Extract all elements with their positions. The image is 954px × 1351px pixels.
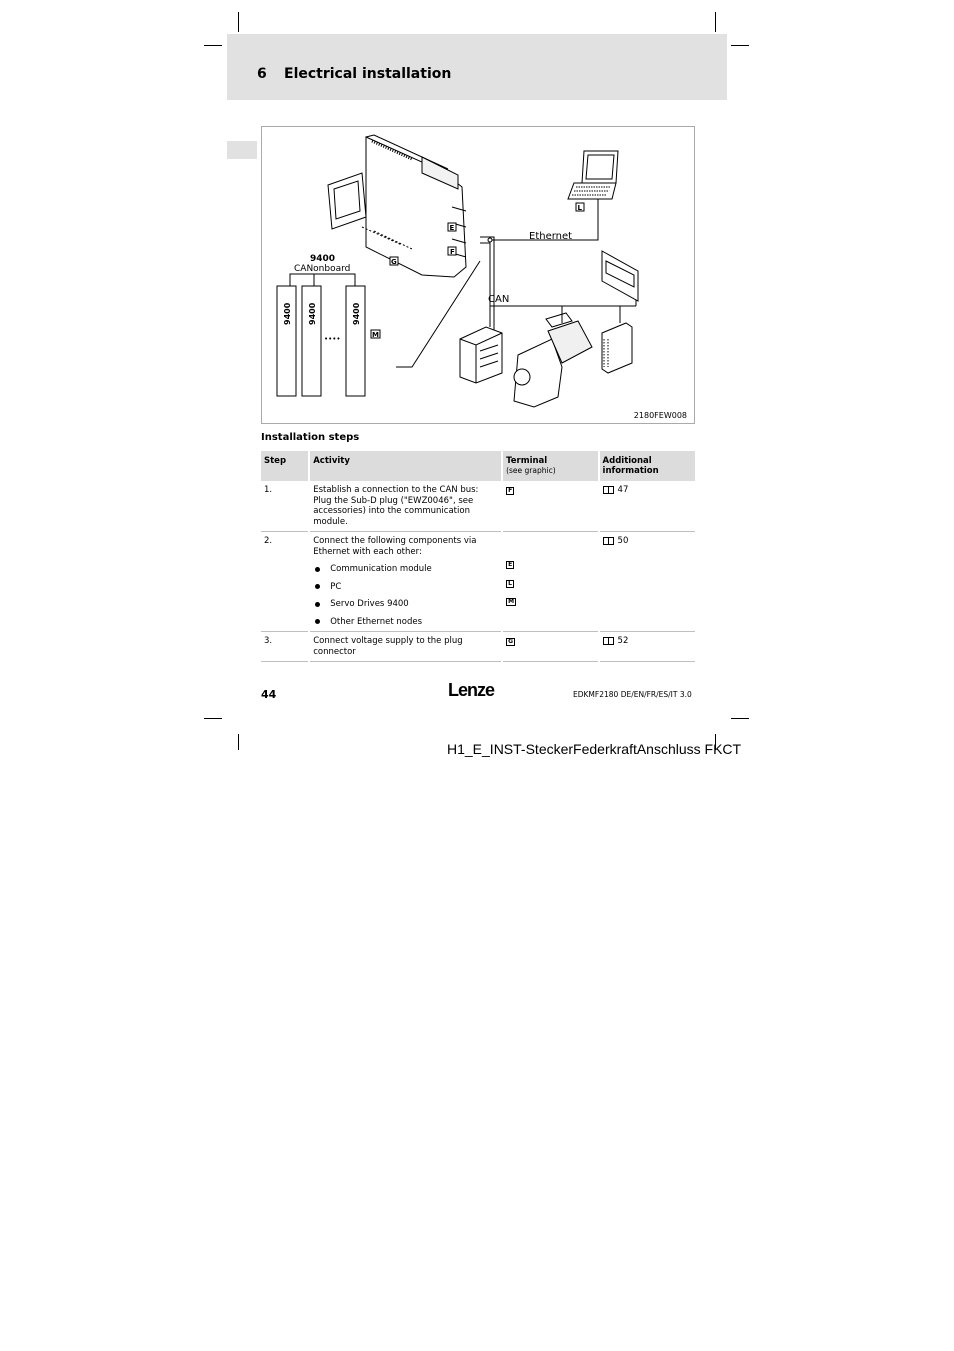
- canonboard-label: CANonboard: [294, 264, 351, 274]
- section-title: Installation steps: [261, 432, 360, 443]
- chapter-header: [227, 34, 727, 100]
- terminal-e-marker: E: [449, 224, 455, 232]
- bullet-icon: [315, 584, 320, 589]
- step-terminal: [502, 532, 598, 632]
- header-step: Step: [261, 451, 309, 481]
- list-item-label: Servo Drives 9400: [330, 599, 409, 609]
- language-tab-marker: [227, 141, 257, 159]
- communication-module-drawing: [328, 135, 466, 277]
- chapter-number: 6: [257, 66, 267, 82]
- can-label: CAN: [488, 294, 510, 305]
- activity-text: Connect the following components via Ethernet with each other:: [313, 536, 477, 557]
- reference-page: 47: [617, 485, 629, 495]
- step-reference: [599, 532, 695, 632]
- page-number: 44: [261, 688, 277, 701]
- pc-drawing: [568, 151, 618, 199]
- drive-3-label: 9400: [352, 302, 361, 325]
- bullet-icon: [315, 567, 320, 572]
- installation-steps-table: [261, 451, 695, 662]
- step-reference: [599, 481, 695, 532]
- terminal-marker: L: [508, 579, 512, 587]
- table-row: [261, 532, 695, 632]
- io-module-drawing: [602, 323, 632, 373]
- brand-logo: Lenze: [448, 680, 495, 700]
- crop-mark: [238, 734, 239, 750]
- book-icon: [603, 637, 614, 645]
- reference-page: 50: [617, 536, 629, 546]
- terminal-marker: F: [508, 487, 513, 494]
- list-item-label: Other Ethernet nodes: [330, 616, 423, 627]
- table-row: [261, 481, 695, 532]
- step-number: 2.: [261, 532, 309, 632]
- crop-mark: [204, 45, 222, 46]
- canonboard-model-label: 9400: [310, 254, 336, 264]
- list-item: [313, 599, 498, 610]
- crop-mark: [731, 718, 749, 719]
- table-row: [261, 632, 695, 662]
- step-number: 3.: [261, 632, 309, 662]
- step-number: 1.: [261, 481, 309, 532]
- crop-mark: [238, 12, 239, 32]
- step-reference: [599, 632, 695, 662]
- document-reference: EDKMF2180 DE/EN/FR/ES/IT 3.0: [573, 690, 692, 699]
- hmi-panel-drawing: [602, 251, 638, 301]
- step-activity: Connect voltage supply to the plug connector: [309, 632, 502, 662]
- header-terminal-sub: (see graphic): [506, 466, 556, 475]
- ethernet-label: Ethernet: [529, 231, 573, 242]
- header-terminal: [502, 451, 598, 481]
- header-activity: Activity: [309, 451, 502, 481]
- terminal-marker: M: [508, 598, 515, 605]
- header-additional: Additional information: [599, 451, 695, 481]
- terminal-l-marker: L: [577, 204, 582, 212]
- drive-2-label: 9400: [308, 302, 317, 325]
- terminal-f-marker: F: [450, 248, 455, 256]
- list-item-label: Communication module: [330, 564, 432, 574]
- motor-drawing: [514, 313, 592, 407]
- book-icon: [603, 486, 614, 494]
- crop-mark: [731, 45, 749, 46]
- list-item-label: PC: [330, 581, 342, 592]
- chapter-title: Electrical installation: [284, 66, 452, 82]
- step-activity: Establish a connection to the CAN bus: Plug the Sub-D plug ("EWZ0046", see accessories) into the communication module.: [309, 481, 502, 532]
- wiring-diagram: [262, 127, 694, 423]
- installation-figure: [261, 126, 695, 424]
- bullet-icon: [315, 619, 320, 624]
- crop-mark: [204, 718, 222, 719]
- terminal-m-marker: M: [372, 331, 379, 339]
- terminal-marker: G: [508, 638, 514, 645]
- bullet-icon: [315, 602, 320, 607]
- step-activity: [309, 532, 502, 632]
- servo-inverter-drawing: [460, 327, 502, 383]
- terminal-g-marker: G: [391, 258, 397, 266]
- file-label: H1_E_INST-SteckerFederkraftAnschluss FKCT: [447, 741, 742, 757]
- step-terminal: [502, 481, 598, 532]
- terminal-marker: E: [508, 561, 513, 568]
- drive-1-label: 9400: [283, 302, 292, 325]
- list-item: [313, 582, 498, 593]
- book-icon: [603, 537, 614, 545]
- drive-ellipsis: ••••: [324, 335, 341, 343]
- list-item: [313, 617, 498, 628]
- header-terminal-label: Terminal: [506, 456, 548, 466]
- table-header-row: [261, 451, 695, 481]
- reference-page: 52: [617, 636, 629, 646]
- list-item: [313, 564, 498, 575]
- figure-code: 2180FEW008: [633, 411, 687, 420]
- crop-mark: [715, 12, 716, 32]
- step-terminal: [502, 632, 598, 662]
